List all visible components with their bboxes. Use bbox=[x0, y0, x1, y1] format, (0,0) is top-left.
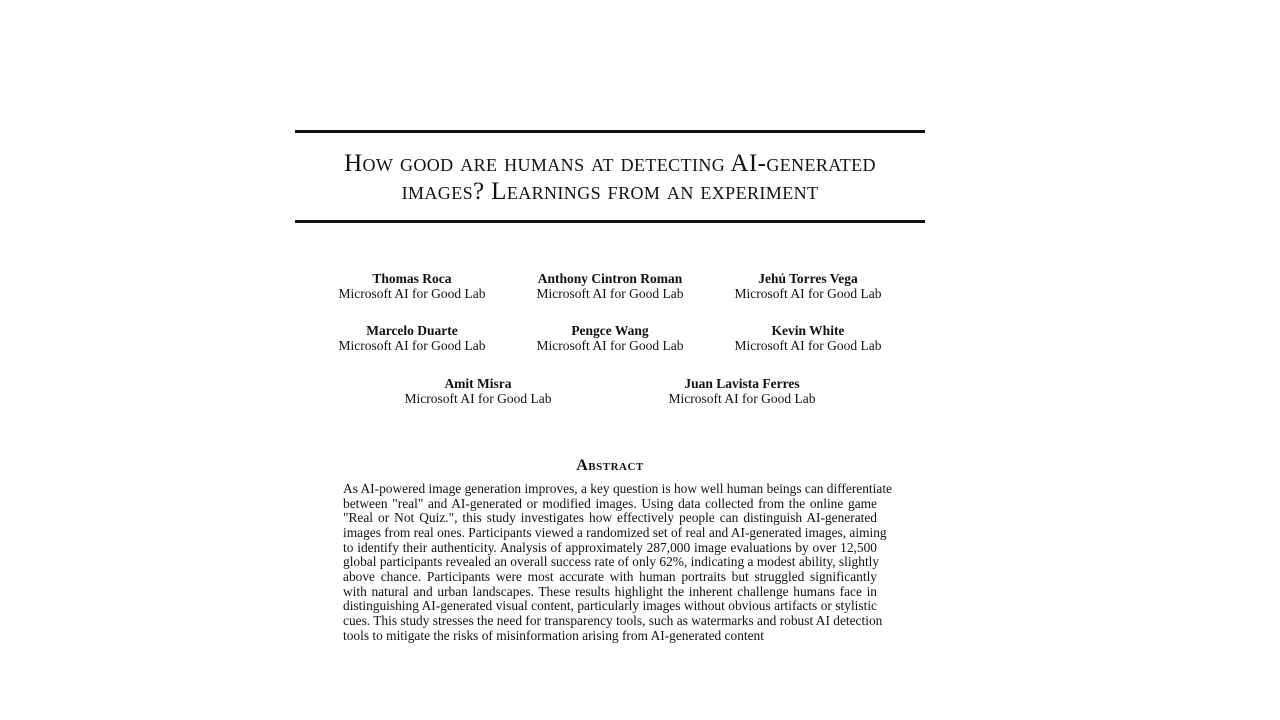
author-affiliation: Microsoft AI for Good Lab bbox=[536, 286, 684, 301]
author-block bbox=[368, 376, 588, 406]
abstract-line: As AI-powered image generation improves, a key question is how well human beings can differentiate bbox=[343, 481, 892, 496]
author-affiliation: Microsoft AI for Good Lab bbox=[734, 286, 882, 301]
abstract-line: "Real or Not Quiz.", this study investigates how effectively people can distinguish AI-generated bbox=[343, 510, 877, 526]
abstract-line: images from real ones. Participants viewed a randomized set of real and AI-generated images, aiming bbox=[343, 524, 887, 540]
author-affiliation: Microsoft AI for Good Lab bbox=[734, 338, 882, 353]
title-bottom-rule bbox=[295, 220, 925, 223]
author-block bbox=[632, 376, 852, 406]
abstract-line: tools to mitigate the risks of misinformation arising from AI-generated content bbox=[343, 627, 764, 643]
author-name: Kevin White bbox=[771, 323, 845, 338]
author-name: Jehú Torres Vega bbox=[758, 271, 858, 286]
author-block bbox=[500, 271, 720, 301]
author-name: Thomas Roca bbox=[372, 271, 452, 286]
author-affiliation: Microsoft AI for Good Lab bbox=[404, 391, 552, 406]
author-block bbox=[698, 271, 918, 301]
author-affiliation: Microsoft AI for Good Lab bbox=[668, 391, 816, 406]
author-block bbox=[302, 323, 522, 353]
abstract-heading: Abstract bbox=[576, 457, 644, 474]
author-name: Pengce Wang bbox=[571, 323, 649, 338]
abstract-line: with natural and urban landscapes. These results highlight the inherent challenge humans face in bbox=[343, 583, 877, 599]
author-name: Marcelo Duarte bbox=[366, 323, 458, 338]
abstract-line: between "real" and AI-generated or modified images. Using data collected from the online game bbox=[343, 495, 877, 511]
author-block bbox=[698, 323, 918, 353]
author-name: Amit Misra bbox=[444, 376, 512, 391]
author-block bbox=[302, 271, 522, 301]
abstract-line: cues. This study stresses the need for transparency tools, such as watermarks and robust AI detection bbox=[343, 612, 883, 628]
abstract-line: to identify their authenticity. Analysis of approximately 287,000 image evaluations by over 12,500 bbox=[343, 539, 877, 555]
title-top-rule bbox=[295, 130, 925, 133]
title-line-1: How good are humans at detecting AI-generated bbox=[344, 150, 876, 177]
author-name: Juan Lavista Ferres bbox=[684, 376, 800, 391]
author-affiliation: Microsoft AI for Good Lab bbox=[536, 338, 684, 353]
abstract-line: global participants revealed an overall success rate of only 62%, indicating a modest ability, slightly bbox=[343, 554, 880, 570]
title-line-2: images? Learnings from an experiment bbox=[401, 178, 819, 205]
author-block bbox=[500, 323, 720, 353]
abstract-line: distinguishing AI-generated visual content, particularly images without obvious artifacts or stylistic bbox=[343, 598, 877, 614]
abstract-line: above chance. Participants were most accurate with human portraits but struggled significantly bbox=[343, 568, 877, 584]
author-affiliation: Microsoft AI for Good Lab bbox=[338, 286, 486, 301]
author-name: Anthony Cintron Roman bbox=[537, 271, 683, 286]
paper-title bbox=[295, 150, 925, 206]
author-affiliation: Microsoft AI for Good Lab bbox=[338, 338, 486, 353]
abstract-body bbox=[343, 481, 892, 643]
